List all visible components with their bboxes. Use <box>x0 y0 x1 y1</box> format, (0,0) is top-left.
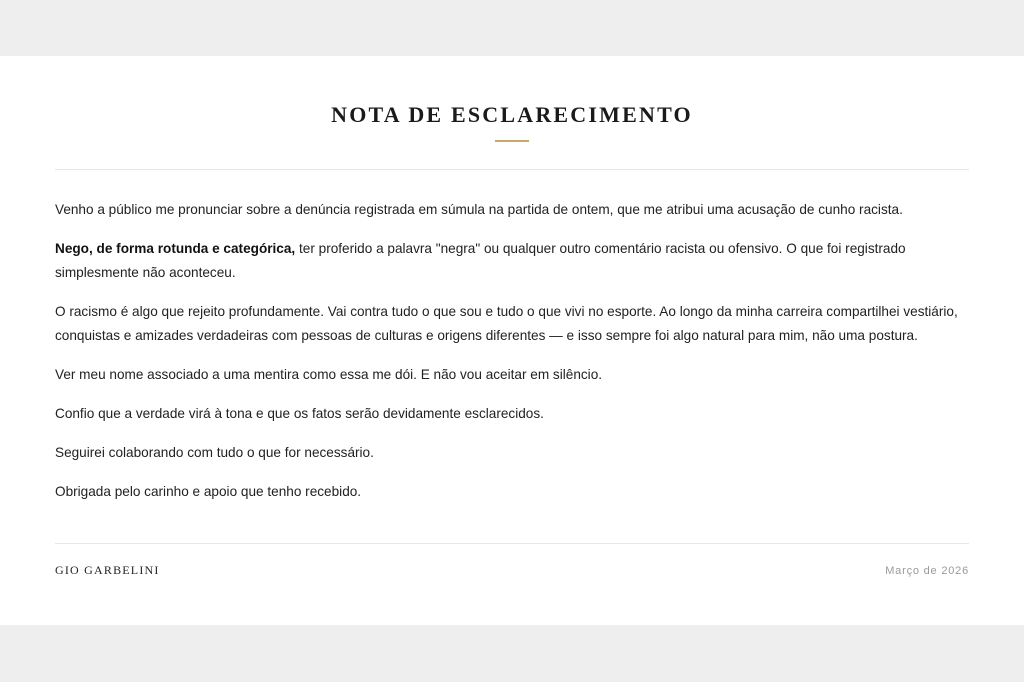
paragraph-3: O racismo é algo que rejeito profundamente. Vai contra tudo o que sou e tudo o que vivi no esporte. Ao longo da minha carreira compartilhei vestiário, conquistas e amizades verdadeiras com pessoas de culturas e origens diferentes — e isso sempre foi algo natural para mim, não uma postura. <box>55 304 958 343</box>
paragraph-6: Seguirei colaborando com tudo o que for necessário. <box>55 445 374 460</box>
statement-body <box>55 198 973 519</box>
top-divider <box>55 169 969 170</box>
paragraph-1: Venho a público me pronunciar sobre a denúncia registrada em súmula na partida de ontem, que me atribui uma acusação de cunho racista. <box>55 202 903 217</box>
signature: GIO GARBELINI <box>55 563 160 577</box>
title-accent-line <box>495 140 529 142</box>
paragraph-7: Obrigada pelo carinho e apoio que tenho recebido. <box>55 484 362 499</box>
page-title: NOTA DE ESCLARECIMENTO <box>331 102 693 127</box>
paragraph-2-text: ter proferido a palavra "negra" ou qualquer outro comentário racista ou ofensivo. O que foi registrado simplesmente não aconteceu. <box>55 241 906 280</box>
date-text: Março de 2026 <box>885 565 969 577</box>
paragraph-2-emphasis: Nego, de forma rotunda e categórica, <box>55 241 296 256</box>
paragraph-4: Ver meu nome associado a uma mentira como essa me dói. E não vou aceitar em silêncio. <box>55 367 603 382</box>
paragraph-5: Confio que a verdade virá à tona e que os fatos serão devidamente esclarecidos. <box>55 406 544 421</box>
bottom-divider <box>55 543 969 544</box>
paragraph-2 <box>55 237 973 285</box>
